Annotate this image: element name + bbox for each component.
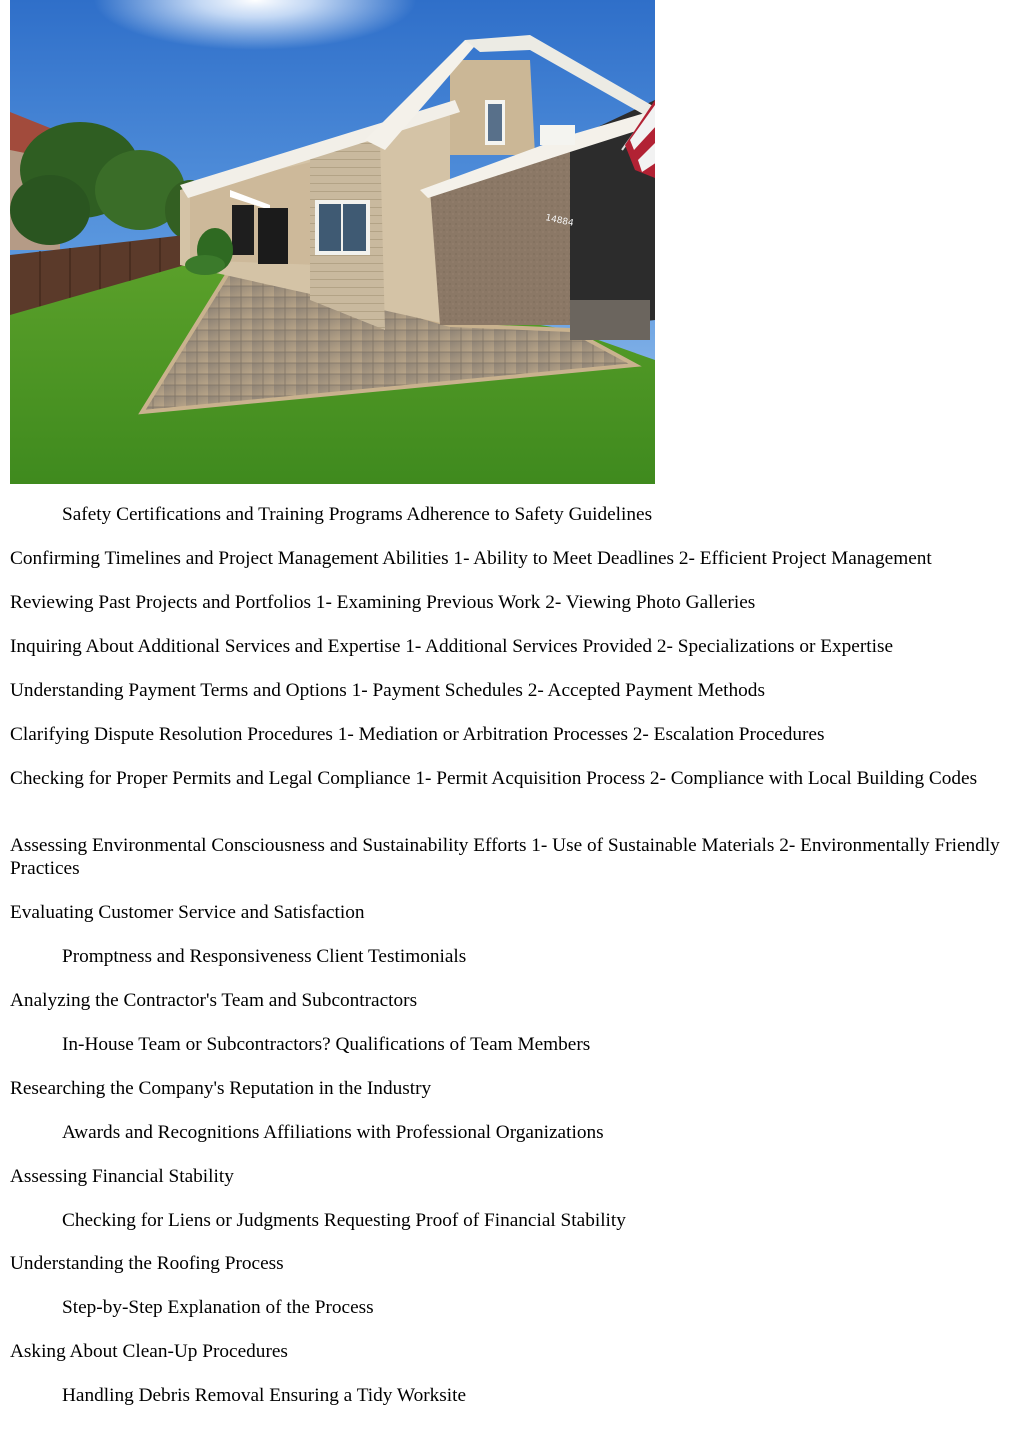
subitem-text: Checking for Liens or Judgments Requesting Proof of Financial Stability <box>62 1210 626 1231</box>
section-heading-text: Researching the Company's Reputation in the Industry <box>10 1078 432 1099</box>
subitem-text: Promptness and Responsiveness Client Testimonials <box>62 946 467 967</box>
subitem-text: In-House Team or Subcontractors? Qualifications of Team Members <box>62 1034 591 1055</box>
subitem-text: Safety Certifications and Training Programs Adherence to Safety Guidelines <box>62 504 653 525</box>
subitem-text: Step-by-Step Explanation of the Process <box>62 1297 374 1318</box>
section-heading-text: Clarifying Dispute Resolution Procedures 1- Mediation or Arbitration Processes 2- Escalation Procedures <box>10 724 825 745</box>
house-photo <box>10 0 655 484</box>
house-number-sign: 14884 <box>544 213 575 229</box>
section-heading-text: Evaluating Customer Service and Satisfaction <box>10 902 365 923</box>
section-heading-text: Assessing Environmental Consciousness and Sustainability Efforts 1- Use of Sustainable Materials 2- Environmentally Friendly Practices <box>10 835 1000 879</box>
section-heading-text: Assessing Financial Stability <box>10 1166 234 1187</box>
section-heading-text: Confirming Timelines and Project Management Abilities 1- Ability to Meet Deadlines 2- Efficient Project Management <box>10 548 932 569</box>
section-heading-text: Inquiring About Additional Services and Expertise 1- Additional Services Provided 2- Specializations or Expertise <box>10 636 894 657</box>
section-heading-text: Understanding the Roofing Process <box>10 1253 284 1274</box>
section-heading-text: Analyzing the Contractor's Team and Subcontractors <box>10 990 418 1011</box>
section-heading-text: Checking for Proper Permits and Legal Compliance 1- Permit Acquisition Process 2- Compliance with Local Building Codes <box>10 768 978 789</box>
section-heading-text: Understanding Payment Terms and Options 1- Payment Schedules 2- Accepted Payment Methods <box>10 680 765 701</box>
section-heading-text: Asking About Clean-Up Procedures <box>10 1341 288 1362</box>
section-heading-text: Reviewing Past Projects and Portfolios 1- Examining Previous Work 2- Viewing Photo Galleries <box>10 592 756 613</box>
subitem-text: Awards and Recognitions Affiliations with Professional Organizations <box>62 1122 604 1143</box>
subitem-text: Handling Debris Removal Ensuring a Tidy Worksite <box>62 1385 467 1406</box>
